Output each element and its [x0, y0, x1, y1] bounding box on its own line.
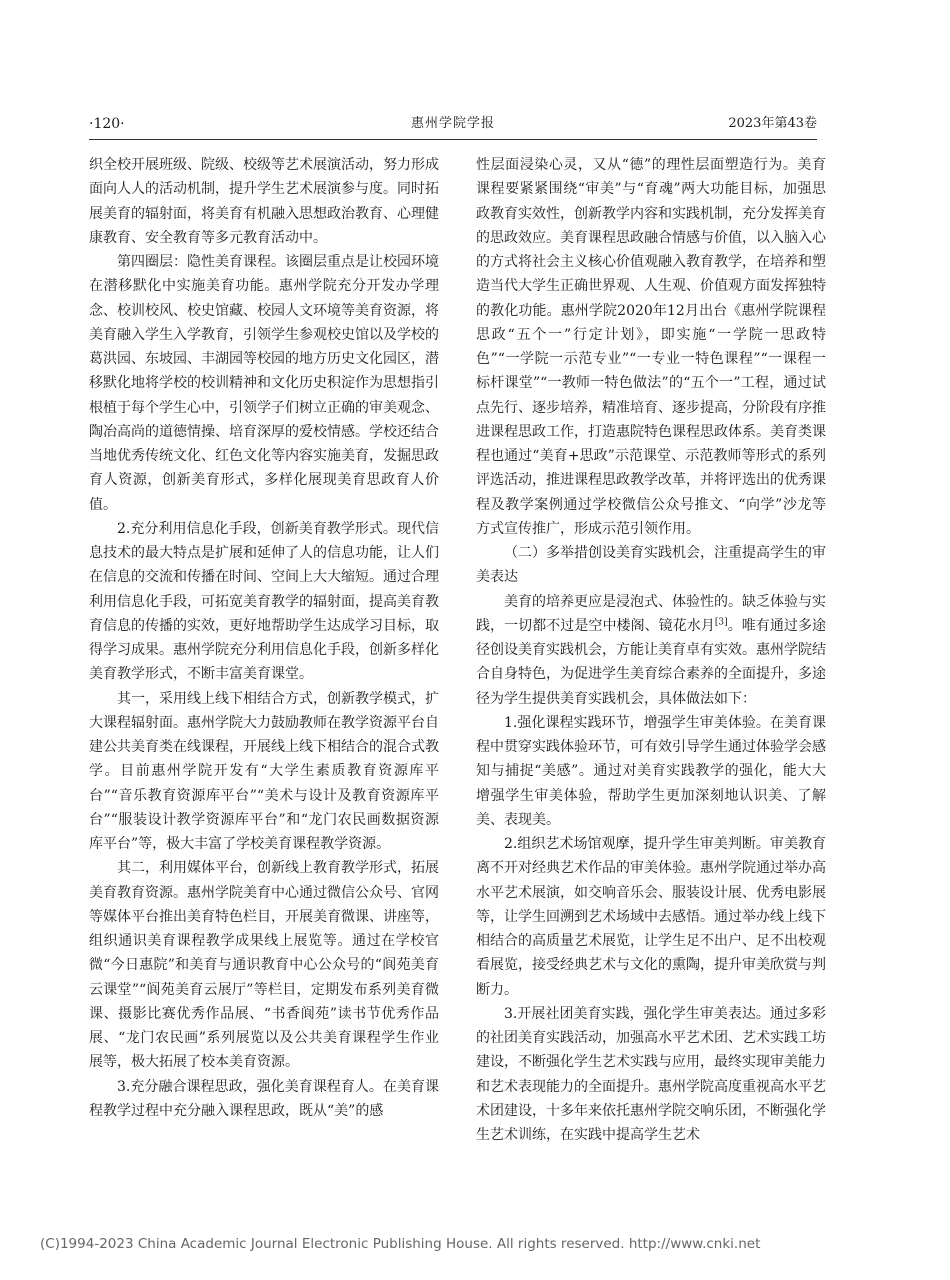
paragraph-text: 美育的培养更应是浸泡式、体验性的。缺乏体验与实践，一切都不过是空中楼阁、镜花水月	[476, 593, 826, 634]
issue-info: 2023年第43卷	[728, 116, 817, 131]
left-column	[89, 153, 439, 1123]
header-divider	[89, 139, 817, 140]
section-heading: （二）多举措创设美育实践机会，注重提高学生的审美表达	[476, 545, 826, 586]
paragraph: 性层面浸染心灵，又从“德”的理性层面塑造行为。美育课程要紧紧围绕“审美”与“育魂”两大功能目标，加强思政教育实效性，创新教学内容和实践机制，充分发挥美育的思政效应。美育课程思政融合情感与价值，以入脑入心的方式将社会主义核心价值观融入教育教学，在培养和塑造当代大学生正确世界观、人生观、价值观方面发挥独特的教化功能。惠州学院2020年12月出台《惠州学院课程思政“五个一”行定计划》，即实施“一学院一思政特色”“一学院一示范专业”“一专业一特色课程”“一课程一标杆课堂”“一教师一特色做法”的“五个一”工程，通过试点先行、逐步培养，精准培育、逐步提高，分阶段有序推进课程思政工作，打造惠院特色课程思政体系。美育类课程也通过“美育+思政”示范课堂、示范教师等形式的系列评选活动，推进课程思政教学改革，并将评选出的优秀课程及教学案例通过学校微信公众号推文、“向学”沙龙等方式宣传推广，形成示范引领作用。	[476, 157, 826, 537]
paragraph: 其一，采用线上线下相结合方式，创新教学模式，扩大课程辐射面。惠州学院大力鼓励教师在教学资源平台自建公共美育类在线课程，开展线上线下相结合的混合式教学。目前惠州学院开发有“大学生素质教育资源库平台”“音乐教育资源库平台”“美术与设计及教育资源库平台”“服装设计教学资源库平台”和“龙门农民画数据资源库平台”等，极大丰富了学校美育课程教学资源。	[89, 690, 439, 852]
paragraph	[476, 590, 826, 711]
paragraph-text: 。唯有通过多途径创设美育实践机会，方能让美育卓有实效。惠州学院结合自身特色，为促进学生美育综合素养的全面提升，多途径为学生提供美育实践机会，具体做法如下：	[476, 617, 827, 707]
paragraph: 其二，利用媒体平台，创新线上教育教学形式，拓展美育教育资源。惠州学院美育中心通过微信公众号、官网等媒体平台推出美育特色栏目，开展美育微课、讲座等，组织通识美育课程教学成果线上展览等。通过在学校官微“今日惠院”和美育与通识教育中心公众号的“阆苑美育云课堂”“阆苑美育云展厅”等栏目，定期发布系列美育微课、摄影比赛优秀作品展、“书香阆苑”读书节优秀作品展、“龙门农民画”系列展览以及公共美育课程学生作业展等，极大拓展了校本美育资源。	[89, 860, 439, 1071]
paragraph: 3.充分融合课程思政，强化美育课程育人。在美育课程教学过程中充分融入课程思政，既从“美”的感	[89, 1078, 439, 1119]
journal-title: 惠州学院学报	[410, 116, 495, 131]
paragraph: 2.组织艺术场馆观摩，提升学生审美判断。审美教育离不开对经典艺术作品的审美体验。惠州学院通过举办高水平艺术展演，如交响音乐会、服装设计展、优秀电影展等，让学生回溯到艺术场域中去感悟。通过举办线上线下相结合的高质量艺术展览，让学生足不出户、足不出校观看展览，接受经典艺术与文化的熏陶，提升审美欣赏与判断力。	[476, 836, 826, 998]
right-column	[476, 153, 826, 1147]
paragraph: 2.充分利用信息化手段，创新美育教学形式。现代信息技术的最大特点是扩展和延伸了人的信息功能，让人们在信息的交流和传播在时间、空间上大大缩短。通过合理利用信息化手段，可拓宽美育教学的辐射面，提高美育教育信息的传播的实效，更好地帮助学生达成学习目标，取得学习成果。惠州学院充分利用信息化手段，创新多样化美育教学形式，不断丰富美育课堂。	[89, 520, 439, 683]
running-header	[89, 112, 817, 136]
page-number: ·120·	[89, 116, 125, 132]
copyright-footer: (C)1994-2023 China Academic Journal Electronic Publishing House. All rights reserved. http://www.cnki.net	[40, 1236, 761, 1252]
paragraph: 第四圈层：隐性美育课程。该圈层重点是让校园环境在潜移默化中实施美育功能。惠州学院充分开发办学理念、校训校风、校史馆藏、校园人文环境等美育资源，将美育融入学生入学教育，引领学生参观校史馆以及学校的葛洪园、东坡园、丰湖园等校园的地方历史文化园区，潜移默化地将学校的校训精神和文化历史积淀作为思想指引根植于每个学生心中，引领学子们树立正确的审美观念、陶冶高尚的道德情操、培育深厚的爱校情感。学校还结合当地优秀传统文化、红色文化等内容实施美育，发掘思政育人资源，创新美育形式，多样化展现美育思政育人价值。	[89, 254, 439, 513]
paragraph: 1.强化课程实践环节，增强学生审美体验。在美育课程中贯穿实践体验环节，可有效引导学生通过体验学会感知与捕捉“美感”。通过对美育实践教学的强化，能大大增强学生审美体验，帮助学生更加深刻地认识美、了解美、表现美。	[476, 714, 826, 828]
paragraph: 3.开展社团美育实践，强化学生审美表达。通过多彩的社团美育实践活动，加强高水平艺术团、艺术实践工坊建设，不断强化学生艺术实践与应用，最终实现审美能力和艺术表现能力的全面提升。惠州学院高度重视高水平艺术团建设，十多年来依托惠州学院交响乐团，不断强化学生艺术训练，在实践中提高学生艺术	[476, 1005, 826, 1143]
citation-ref: [3]	[714, 617, 728, 628]
paragraph: 织全校开展班级、院级、校级等艺术展演活动，努力形成面向人人的活动机制，提升学生艺术展演参与度。同时拓展美育的辐射面，将美育有机融入思想政治教育、心理健康教育、安全教育等多元教育活动中。	[89, 157, 439, 246]
